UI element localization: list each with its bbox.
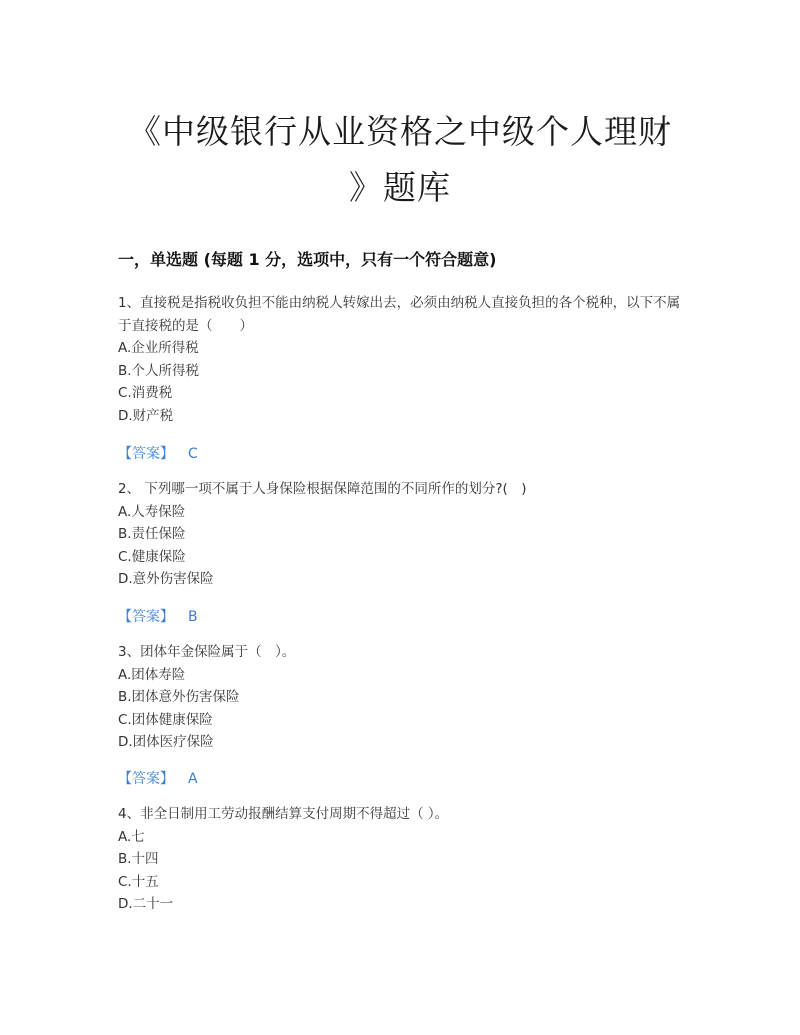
- question-option: D.财产税: [118, 407, 174, 424]
- document-title: [100, 104, 700, 216]
- answer-line-1: [118, 443, 198, 463]
- question-option: B.责任保险: [118, 526, 186, 542]
- question-option: C.十五: [118, 873, 159, 890]
- question-option: C.团体健康保险: [118, 711, 213, 728]
- question-option: D.二十一: [118, 896, 174, 912]
- question-stem: 1、直接税是指税收负担不能由纳税人转嫁出去，必须由纳税人直接负担的各个税种，以下不属于直接税的是（ ）: [118, 295, 681, 334]
- question-option: B.团体意外伤害保险: [118, 689, 240, 705]
- question-stem: 3、团体年金保险属于（ ）。: [118, 644, 296, 660]
- answer-label: 【答案】: [118, 446, 174, 462]
- question-option: C.健康保险: [118, 548, 186, 565]
- question-4: [118, 803, 688, 916]
- answer-value: A: [188, 771, 198, 787]
- question-option: D.团体医疗保险: [118, 734, 214, 750]
- question-option: A.企业所得税: [118, 340, 199, 356]
- answer-line-2: [118, 606, 198, 626]
- question-stem: 2、 下列哪一项不属于人身保险根据保障范围的不同所作的划分?( ): [118, 481, 527, 497]
- document-title-line-1: 《中级银行从业资格之中级个人理财: [128, 112, 672, 151]
- question-2: [118, 478, 688, 591]
- document-title-line-2: 》题库: [349, 168, 451, 207]
- question-option: D.意外伤害保险: [118, 571, 214, 587]
- answer-line-3: [118, 768, 198, 788]
- section-heading: 一，单选题 (每题 1 分，选项中，只有一个符合题意): [118, 250, 497, 269]
- question-option: C.消费税: [118, 385, 173, 401]
- question-stem: 4、非全日制用工劳动报酬结算支付周期不得超过（ ）。: [118, 806, 449, 822]
- question-option: A.人寿保险: [118, 503, 186, 520]
- question-option: B.十四: [118, 851, 159, 867]
- question-3: [118, 641, 688, 754]
- answer-value: B: [188, 609, 198, 625]
- question-option: B.个人所得税: [118, 362, 200, 379]
- answer-label: 【答案】: [118, 771, 174, 787]
- question-1: [118, 292, 688, 427]
- answer-value: C: [188, 446, 198, 462]
- answer-label: 【答案】: [118, 609, 174, 625]
- question-option: A.七: [118, 828, 145, 845]
- question-option: A.团体寿险: [118, 666, 186, 683]
